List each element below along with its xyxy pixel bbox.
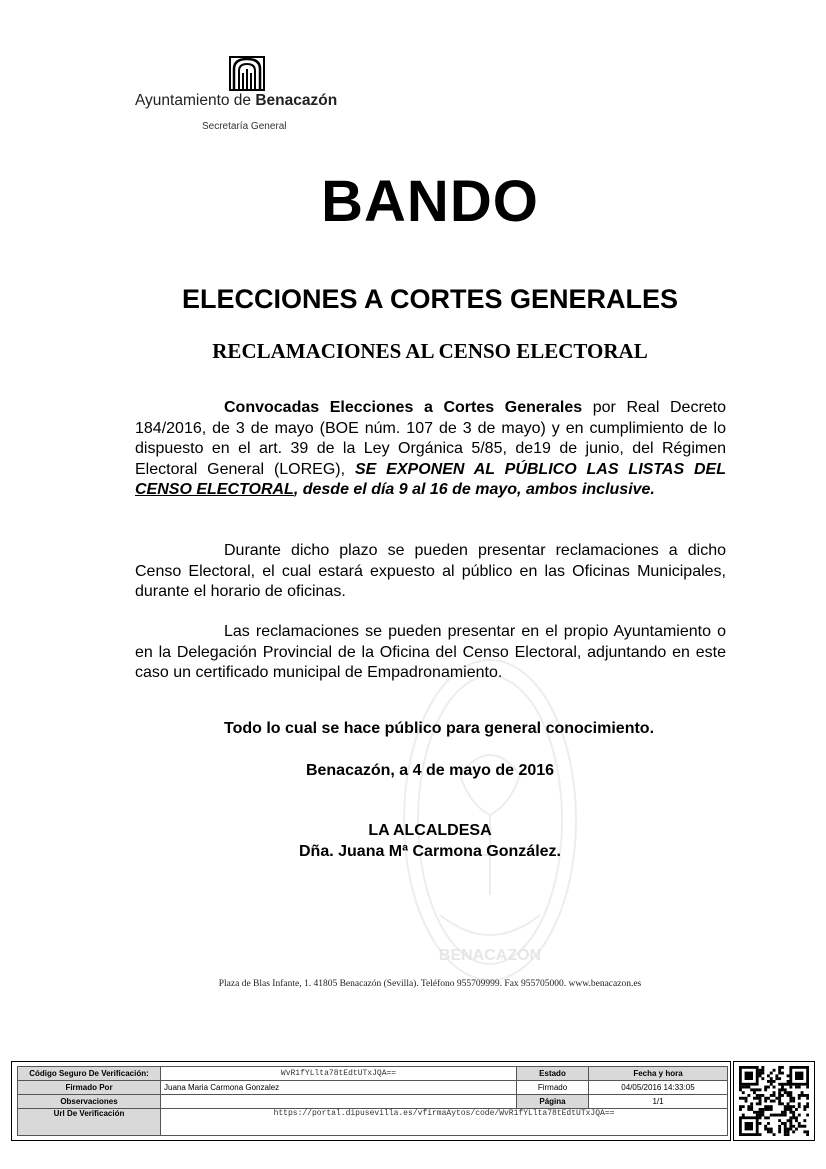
paragraph-announcement xyxy=(135,398,726,501)
document-subtitle: ELECCIONES A CORTES GENERALES xyxy=(181,284,679,314)
department-name: Secretaría General xyxy=(202,121,287,132)
section-title: RECLAMACIONES AL CENSO ELECTORAL xyxy=(212,339,648,363)
datetime-value: 04/05/2016 14:33:05 xyxy=(589,1081,728,1095)
url-label: Url De Verificación xyxy=(18,1109,161,1136)
code-label: Código Seguro De Verificación: xyxy=(18,1067,161,1081)
closing-line: Todo lo cual se hace público para general conocimiento. xyxy=(224,720,655,737)
observations-value xyxy=(161,1095,517,1109)
page-label: Página xyxy=(517,1095,589,1109)
seal-text: BENACAZÓN xyxy=(438,947,542,964)
signer-role: LA ALCALDESA xyxy=(368,822,492,839)
document-title: BANDO xyxy=(321,169,539,234)
announcement-emphasis-a: SE EXPONEN AL PÚBLICO LAS LISTAS DEL xyxy=(354,460,727,478)
verification-url[interactable]: https://portal.dipusevilla.es/vfirmaAytos/code/WvR1fYLlta78tEdtUTxJQA== xyxy=(161,1109,728,1136)
coat-of-arms-icon xyxy=(229,55,265,91)
announcement-emphasis-underline: CENSO ELECTORAL xyxy=(135,481,294,498)
page-value: 1/1 xyxy=(589,1095,728,1109)
footer-address: Plaza de Blas Infante, 1. 41805 Benacazón (Sevilla). Teléfono 955709999. Fax 955705000. www.benacazon.es xyxy=(218,979,642,989)
verification-table xyxy=(17,1066,728,1136)
status-value: Firmado xyxy=(517,1081,589,1095)
paragraph-claims-location: Las reclamaciones se pueden presentar en el propio Ayuntamiento o en la Delegación Provincial de la Oficina del Censo Electoral, adjuntando en este caso un certificado municipal de Empadronamiento. xyxy=(135,623,726,681)
municipal-seal-watermark xyxy=(400,655,580,985)
announcement-emphasis-b: , desde el día 9 al 16 de mayo, ambos inclusive. xyxy=(293,481,655,498)
place-and-date: Benacazón, a 4 de mayo de 2016 xyxy=(305,762,555,779)
announcement-text: por Real Decreto 184/2016, de 3 de mayo (BOE núm. 107 de 3 de mayo) y en cumplimiento de lo dispuesto en el art. 39 de la Ley Orgánica 5/85, de19 de junio, del Régimen Electoral General (LOREG), xyxy=(135,399,727,478)
paragraph-claims-period: Durante dicho plazo se pueden presentar reclamaciones a dicho Censo Electoral, el cual estará expuesto al público en las Oficinas Municipales, durante el horario de oficinas. xyxy=(135,542,726,600)
code-value: WvR1fYLlta78tEdtUTxJQA== xyxy=(161,1067,517,1081)
announcement-lead: Convocadas Elecciones a Cortes Generales xyxy=(224,399,583,416)
signer-name: Dña. Juana Mª Carmona González. xyxy=(299,843,561,860)
status-label: Estado xyxy=(517,1067,589,1081)
signed-by-value: Juana Maria Carmona Gonzalez xyxy=(161,1081,517,1095)
signed-by-label: Firmado Por xyxy=(18,1081,161,1095)
organization-name: Ayuntamiento de Benacazón xyxy=(135,92,338,109)
qr-code-icon xyxy=(739,1066,809,1136)
datetime-label: Fecha y hora xyxy=(589,1067,728,1081)
observations-label: Observaciones xyxy=(18,1095,161,1109)
